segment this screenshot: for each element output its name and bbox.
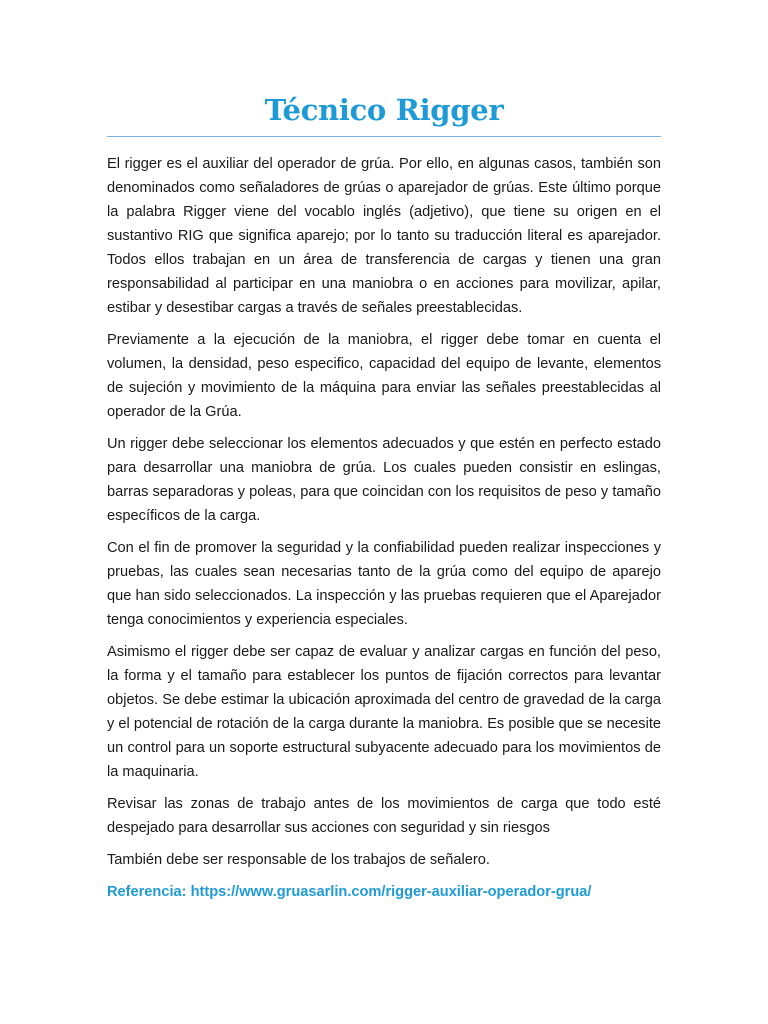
reference-label: Referencia:	[107, 884, 187, 900]
paragraph-1: El rigger es el auxiliar del operador de grúa. Por ello, en algunas casos, también son denominados como señaladores de grúas o aparejador de grúas. Este último porque la palabra Rigger viene del vocablo inglés (adjetivo), que tiene su origen en el sustantivo RIG que significa aparejo; por lo tanto su traducción literal es aparejador. Todos ellos trabajan en un área de transferencia de cargas y tienen una gran responsabilidad al participar en una maniobra o en acciones para movilizar, apilar, estibar y desestibar cargas a través de señales preestablecidas.	[107, 156, 661, 316]
document-title: Técnico Rigger	[264, 93, 504, 127]
reference-link[interactable]: https://www.gruasarlin.com/rigger-auxiliar-operador-grua/	[190, 884, 592, 900]
title-divider	[107, 136, 661, 137]
document-body	[107, 152, 661, 912]
paragraph-3: Un rigger debe seleccionar los elementos adecuados y que estén en perfecto estado para desarrollar una maniobra de grúa. Los cuales pueden consistir en eslingas, barras separadoras y poleas, para que coincidan con los requisitos de peso y tamaño específicos de la carga.	[107, 436, 661, 524]
paragraph-2: Previamente a la ejecución de la maniobra, el rigger debe tomar en cuenta el volumen, la densidad, peso especifico, capacidad del equipo de levante, elementos de sujeción y movimiento de la máquina para enviar las señales preestablecidas al operador de la Grúa.	[107, 332, 661, 420]
paragraph-6: Revisar las zonas de trabajo antes de los movimientos de carga que todo esté despejado para desarrollar sus acciones con seguridad y sin riesgos	[107, 796, 661, 836]
paragraph-5: Asimismo el rigger debe ser capaz de evaluar y analizar cargas en función del peso, la forma y el tamaño para establecer los puntos de fijación correctos para levantar objetos. Se debe estimar la ubicación aproximada del centro de gravedad de la carga y el potencial de rotación de la carga durante la maniobra. Es posible que se necesite un control para un soporte estructural subyacente adecuado para los movimientos de la maquinaria.	[107, 644, 661, 780]
paragraph-7: También debe ser responsable de los trabajos de señalero.	[107, 852, 490, 868]
reference-line	[107, 880, 661, 904]
paragraph-4: Con el fin de promover la seguridad y la confiabilidad pueden realizar inspecciones y pruebas, las cuales sean necesarias tanto de la grúa como del equipo de aparejo que han sido seleccionados. La inspección y las pruebas requieren que el Aparejador tenga conocimientos y experiencia especiales.	[107, 540, 661, 628]
